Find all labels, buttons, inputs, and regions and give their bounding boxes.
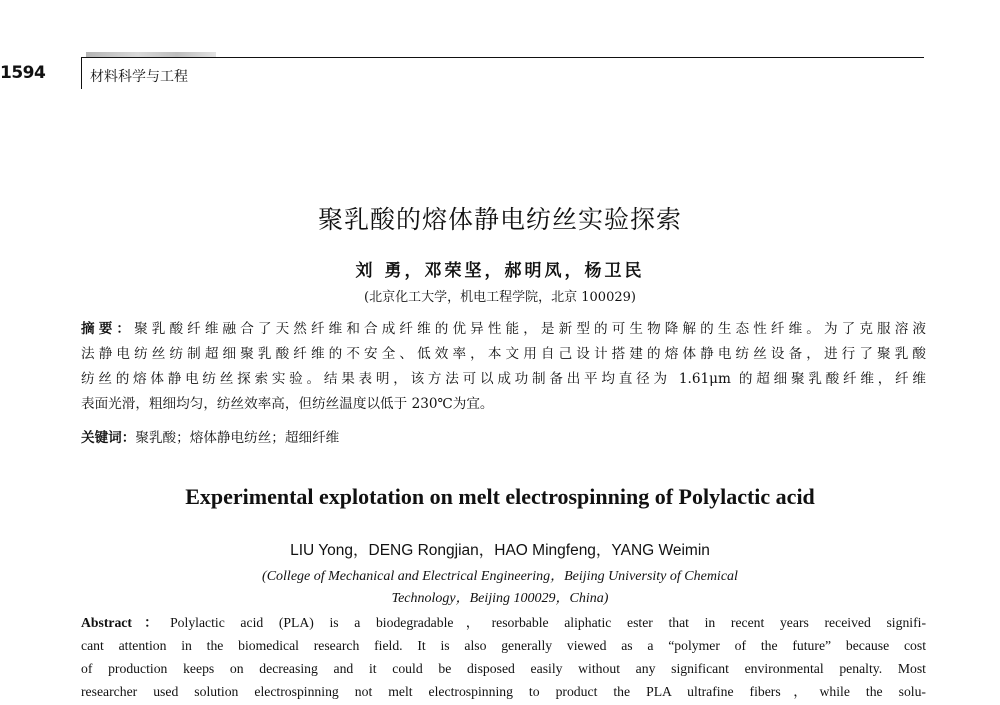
page-number: 1594 bbox=[0, 63, 46, 83]
affiliation-english-line1: (College of Mechanical and Electrical Engineering，Beijing University of Chemical bbox=[262, 569, 738, 584]
abstract-english-line: researcher used solution electrospinning not melt electrospinning to product the PLA ultrafine fibers，while the solu- bbox=[81, 684, 926, 699]
abstract-english-line: of production keeps on decreasing and it could be disposed easily without any significant environmental penalty. Most bbox=[81, 661, 926, 676]
keywords-chinese-label: 关键词： bbox=[81, 430, 136, 446]
abstract-chinese bbox=[81, 317, 926, 417]
abstract-english bbox=[81, 611, 926, 703]
abstract-chinese-line: 纺丝的熔体静电纺丝探索实验。结果表明，该方法可以成功制备出平均直径为 1.61μm 的超细聚乳酸纤维，纤维 bbox=[81, 371, 926, 387]
authors-english: LIU Yong，DENG Rongjian，HAO Mingfeng，YANG Weimin bbox=[290, 542, 710, 559]
affiliation-english-line2: Technology，Beijing 100029，China) bbox=[391, 591, 609, 606]
keywords-chinese bbox=[81, 426, 339, 446]
abstract-chinese-line: 表面光滑，粗细均匀，纺丝效率高，但纺丝温度以低于 230℃为宜。 bbox=[81, 396, 494, 412]
abstract-chinese-label: 摘要： bbox=[81, 321, 135, 337]
authors-chinese: 刘 勇，邓荣坚，郝明凤，杨卫民 bbox=[355, 261, 645, 281]
abstract-english-line: Abstract：Polylactic acid (PLA) is a biodegradable，resorbable aliphatic ester that in recent years received signifi- bbox=[81, 615, 927, 630]
abstract-chinese-line: 法静电纺丝纺制超细聚乳酸纤维的不安全、低效率，本文用自己设计搭建的熔体静电纺丝设备，进行了聚乳酸 bbox=[81, 346, 926, 362]
abstract-chinese-line: 摘要：聚乳酸纤维融合了天然纤维和合成纤维的优异性能，是新型的可生物降解的生态性纤维。为了克服溶液 bbox=[81, 321, 927, 337]
keywords-chinese-text: 聚乳酸；熔体静电纺丝；超细纤维 bbox=[135, 430, 340, 446]
affiliation-chinese: (北京化工大学，机电工程学院，北京 100029) bbox=[364, 290, 636, 305]
title-english: Experimental explotation on melt electrospinning of Polylactic acid bbox=[185, 484, 815, 509]
title-chinese: 聚乳酸的熔体静电纺丝实验探索 bbox=[317, 205, 682, 234]
header-rule-horizontal bbox=[81, 57, 924, 58]
header-rule-vertical bbox=[81, 57, 82, 89]
abstract-english-label: Abstract： bbox=[81, 615, 171, 630]
journal-name: 材料科学与工程 bbox=[90, 69, 188, 85]
abstract-english-line: cant attention in the biomedical research field. It is also generally viewed as a “polymer of the future” because cost bbox=[81, 638, 926, 653]
